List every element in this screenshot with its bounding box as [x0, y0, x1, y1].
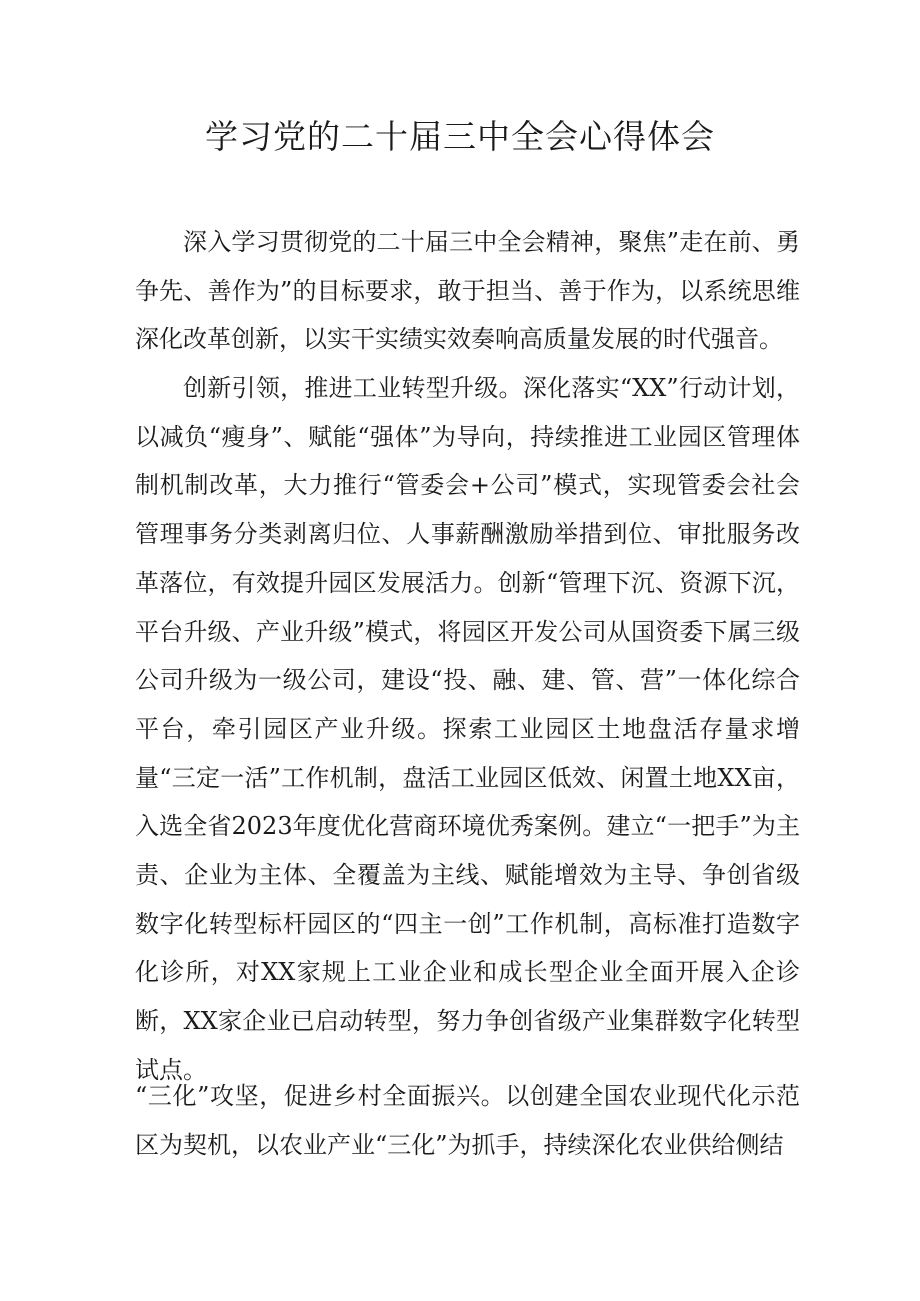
- paragraph-rural: “三化”攻坚，促进乡村全面振兴。以创建全国农业现代化示范区为契机，以农业产业“三化”为抓手，持续深化农业供给侧结: [135, 1082, 800, 1159]
- paragraph-industry: 创新引领，推进工业转型升级。深化落实“XX”行动计划，以减负“瘦身”、赋能“强体”为导向，持续推进工业园区管理体制机制改革，大力推行“管委会+公司”模式，实现管委会社会管理事务分类剥离归位、人事薪酬激励举措到位、审批服务改革落位，有效提升园区发展活力。创新“管理下沉、资源下沉，平台升级、产业升级”模式，将园区开发公司从国资委下属三级公司升级为一级公司，建设“投、融、建、管、营”一体化综合平台，牵引园区产业升级。探索工业园区土地盘活存量求增量“三定一活”工作机制，盘活工业园区低效、闲置土地XX亩，入选全省2023年度优化营商环境优秀案例。建立“一把手”为主责、企业为主体、全覆盖为主线、赋能增效为主导、争创省级数字化转型标杆园区的“四主一创”工作机制，高标准打造数字化诊所，对XX家规上工业企业和成长型企业全面开展入企诊断，XX家企业已启动转型，努力争创省级产业集群数字化转型试点。: [135, 374, 800, 1084]
- document-title: 学习党的二十届三中全会心得体会: [205, 117, 715, 156]
- paragraph-intro: 深入学习贯彻党的二十届三中全会精神，聚焦”走在前、勇争先、善作为”的目标要求，敢于担当、善于作为，以系统思维深化改革创新，以实干实绩实效奏响高质量发展的时代强音。: [135, 228, 800, 354]
